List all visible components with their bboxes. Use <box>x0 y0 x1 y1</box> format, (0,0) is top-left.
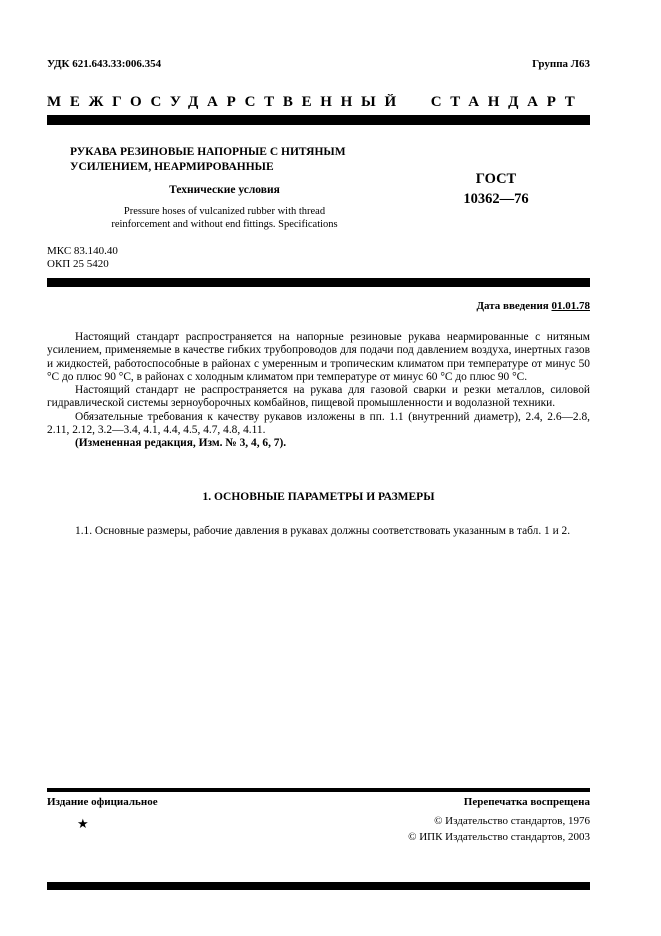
gost-number-block <box>402 145 590 231</box>
document-title <box>47 145 402 175</box>
footer-bottom-divider-bar <box>47 882 590 890</box>
paragraph-revision-note: (Измененная редакция, Изм. № 3, 4, 6, 7). <box>75 437 287 450</box>
english-title-line2: reinforcement and without end fittings. Specifications <box>111 219 338 230</box>
reprint-prohibited-label: Перепечатка воспрещена <box>463 796 590 808</box>
classification-codes <box>47 245 590 271</box>
mid-divider-bar <box>47 278 590 287</box>
effective-date-line <box>47 300 590 312</box>
page-footer <box>47 788 590 890</box>
official-edition-label: Издание официальное <box>47 796 158 808</box>
footer-middle <box>47 808 590 860</box>
copyright-1976: © Издательство стандартов, 1976 <box>434 815 590 827</box>
paragraph-mandatory-requirements: Обязательные требования к качеству рукавов изложены в пп. 1.1 (внутренний диаметр), 2.4, 2.6—2.8, 2.11, 2.12, 3.2—3.4, 4.1, 4.4, 4.5, 4.7, 4.8, 4.11. <box>47 410 590 437</box>
copyright-block <box>408 814 590 845</box>
star-icon: ★ <box>77 816 89 831</box>
english-title-line1: Pressure hoses of vulcanized rubber with thread <box>123 206 326 217</box>
mks-code: МКС 83.140.40 <box>47 245 118 257</box>
document-title-line2: УСИЛЕНИЕМ, НЕАРМИРОВАННЫЕ <box>70 161 274 173</box>
title-left-column <box>47 145 402 231</box>
header-divider-bar <box>47 115 590 125</box>
top-code-row <box>47 58 590 70</box>
section-1-heading: 1. ОСНОВНЫЕ ПАРАМЕТРЫ И РАЗМЕРЫ <box>202 490 435 503</box>
paragraph-1-1: 1.1. Основные размеры, рабочие давления в рукавах должны соответствовать указанным в табл. 1 и 2. <box>75 524 571 537</box>
paragraph-exclusions: Настоящий стандарт не распространяется на рукава для газовой сварки и резки металлов, силовой гидравлической системы зерноуборочных комбайнов, пищевой промышленности и водолазной техники. <box>47 384 590 410</box>
paragraph-scope: Настоящий стандарт распространяется на напорные резиновые рукава неармированные с нитяным усилением, применяемые в качестве гибких трубопроводов для подачи под давлением воздуха, инертных газов и жидкостей, работоспособные в районах с умеренным и тропическим климатом при температуре от минус 50 °С до плюс 90 °С, в районах с холодным климатом при температуре от минус 60 °С до плюс 90 °С. <box>47 331 590 383</box>
gost-label: ГОСТ <box>475 171 517 187</box>
page-content <box>47 58 590 549</box>
standard-type-heading: МЕЖГОСУДАРСТВЕННЫЙ СТАНДАРТ <box>47 94 584 110</box>
copyright-2003: © ИПК Издательство стандартов, 2003 <box>408 830 590 843</box>
effective-date-value: 01.01.78 <box>551 300 590 312</box>
title-block <box>47 145 590 231</box>
footer-top-divider-bar <box>47 788 590 792</box>
udk-code: УДК 621.643.33:006.354 <box>47 58 162 70</box>
footer-label-row <box>47 796 590 808</box>
effective-date-label: Дата введения <box>476 300 549 312</box>
document-subtitle: Технические условия <box>169 184 280 196</box>
okp-code: ОКП 25 5420 <box>47 258 109 270</box>
group-code: Группа Л63 <box>532 58 590 70</box>
body-text <box>47 331 590 451</box>
document-title-line1: РУКАВА РЕЗИНОВЫЕ НАПОРНЫЕ С НИТЯНЫМ <box>70 146 346 158</box>
english-title <box>47 205 402 231</box>
gost-number: 10362—76 <box>463 191 529 207</box>
